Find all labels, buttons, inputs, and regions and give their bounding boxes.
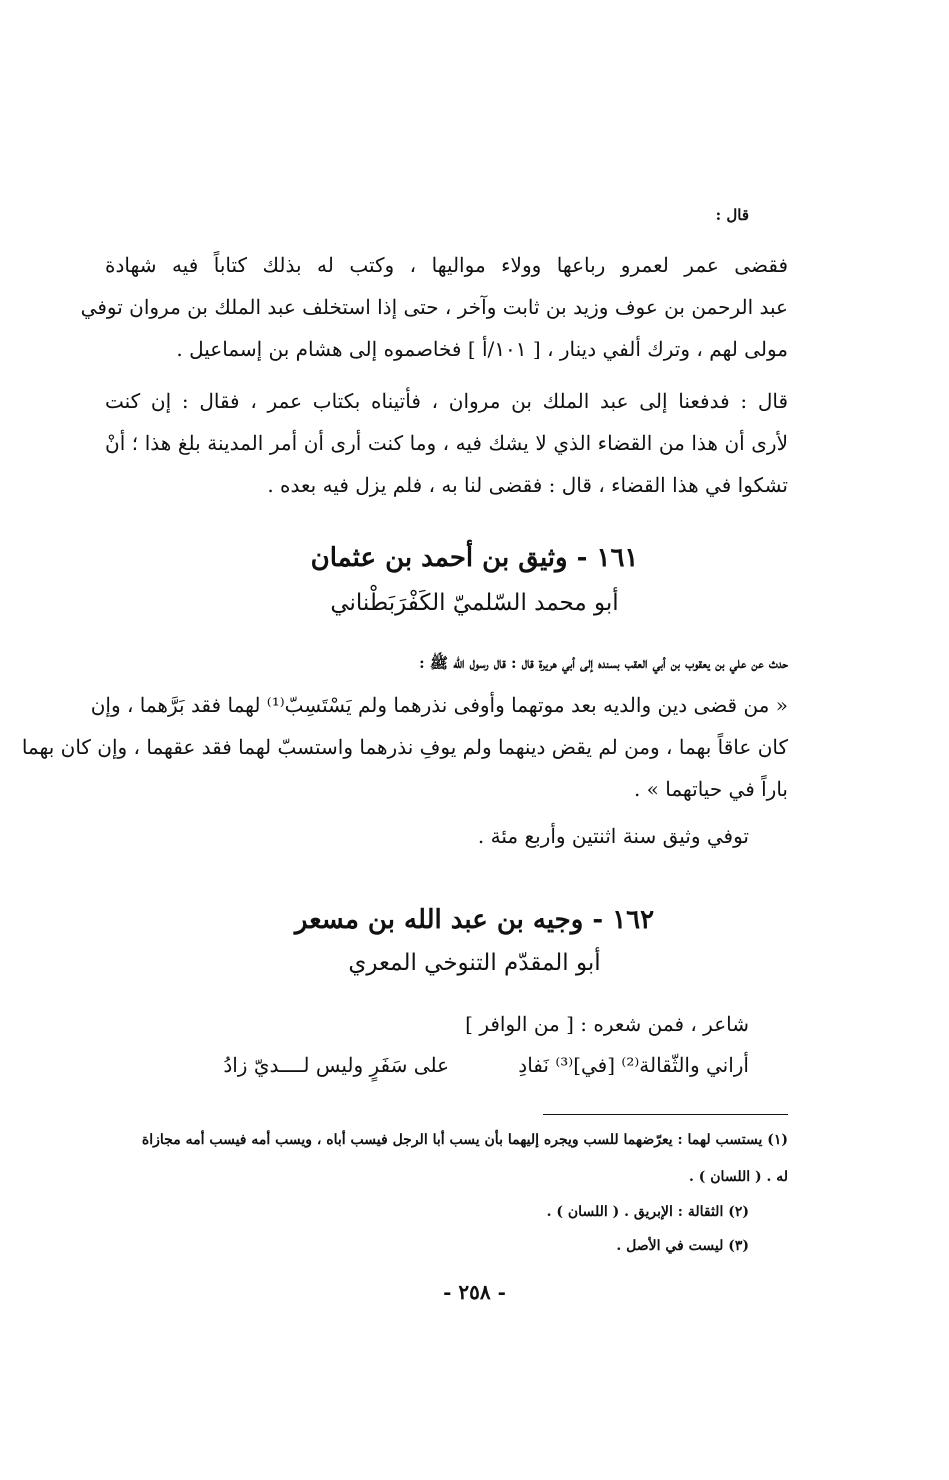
entry-161-hadith bbox=[21, 684, 788, 810]
paragraph-line: قال : فدفعنا إلى عبد الملك بن مروان ، فأتيناه بكتاب عمر ، فقال : إن كنت bbox=[105, 389, 788, 413]
footnote-1: (١) يستسب لهما : يعرّضهما للسب ويجره إليهما بأن يسب أبا الرجل فيسب أباه ، ويسب أمه فيسب أمه مجازاة bbox=[141, 1132, 788, 1148]
verse-second-hemistich: على سَفَرٍ وليس لــــديّ زادُ bbox=[223, 1053, 449, 1077]
hadith-line: « من قضى دين والديه بعد موتهما وأوفى نذرهما ولم يَسْتَسِبّ⁽¹⁾ لهما فقد بَرَّهما ، وإن bbox=[90, 693, 788, 717]
entry-161-death bbox=[149, 815, 749, 857]
entry-161-isnad bbox=[105, 654, 788, 676]
entry-162-poet-line bbox=[149, 1003, 749, 1045]
poet-line-text: شاعر ، فمن شعره : [ من الوافر ] bbox=[465, 1012, 749, 1036]
entry-161-title: ١٦١ - وثيق بن أحمد بن عثمان bbox=[310, 543, 639, 573]
paragraph-line: فقضى عمر لعمرو رباعها وولاء مواليها ، وكتب له بذلك كتاباً فيه شهادة bbox=[105, 253, 788, 277]
hadith-line: كان عاقاً بهما ، ومن لم يقض دينهما ولم يوفِ نذرهما واستسبّ لهما فقد عقهما ، وإن كان بهما bbox=[21, 735, 788, 759]
footnote-divider bbox=[543, 1114, 788, 1115]
paragraph-line: تشكوا في هذا القضاء ، قال : فقضى لنا به ، فلم يزل فيه بعده . bbox=[267, 473, 788, 497]
hadith-line: باراً في حياتهما » . bbox=[633, 777, 788, 801]
paragraph-line: مولى لهم ، وترك ألفي دينار ، [ ١٠١/أ ] فخاصموه إلى هشام بن إسماعيل . bbox=[176, 337, 788, 361]
page-number: - ٢٥٨ - bbox=[443, 1280, 506, 1304]
entry-162-subtitle: أبو المقدّم التنوخي المعري bbox=[348, 950, 601, 976]
footnote-1-continued: له . ( اللسان ) . bbox=[689, 1169, 788, 1185]
verse-first-hemistich: أراني والثّقالة⁽²⁾ [في]⁽³⁾ نَفادِ bbox=[518, 1053, 749, 1077]
intro-label-text: قال : bbox=[715, 206, 749, 224]
entry-161-subtitle: أبو محمد السّلميّ الكَفْرَبَطْناني bbox=[330, 590, 619, 616]
footnote-3: (٣) ليست في الأصل . bbox=[616, 1238, 749, 1254]
paragraph-line: عبد الرحمن بن عوف وزيد بن ثابت وآخر ، حتى إذا استخلف عبد الملك بن مروان توفي bbox=[80, 295, 788, 319]
paragraph-line: لأرى أن هذا من القضاء الذي لا يشك فيه ، وما كنت أرى أن أمر المدينة بلغ هذا ؛ أنْ bbox=[105, 431, 788, 455]
paragraph-2 bbox=[105, 380, 788, 506]
footnote-2: (٢) الثقالة : الإبريق . ( اللسان ) . bbox=[546, 1204, 749, 1220]
death-text: توفي وثيق سنة اثنتين وأربع مئة . bbox=[477, 824, 749, 848]
entry-162-title: ١٦٢ - وجيه بن عبد الله بن مسعر bbox=[294, 905, 655, 935]
paragraph-1 bbox=[80, 244, 788, 370]
isnad-text: حدث عن علي بن يعقوب بن أبي العقب بسنده إلى أبي هريرة قال : قال رسول الله ﷺ : bbox=[419, 654, 788, 672]
intro-label bbox=[629, 206, 749, 224]
